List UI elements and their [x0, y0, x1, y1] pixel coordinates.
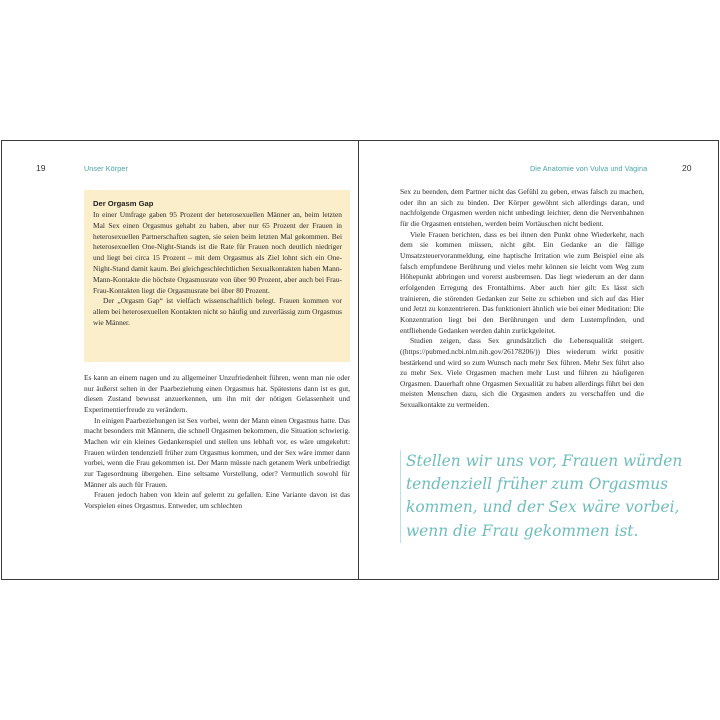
box-paragraph: Der „Orgasm Gap“ ist vielfach wissenschaftlich belegt. Frauen kommen vor allem bei heterosexuellen Kontakten nicht so häufig und zuverlässig zum Orgasmus wie Männer. — [93, 296, 342, 327]
paragraph: Es kann an einem nagen und zu allgemeiner Unzufriedenheit führen, wenn man nie oder nur äußerst selten in der Paarbeziehung einen Orgasmus hat. Spätestens dann ist es gut, diesen Zustand bewusst anzuerkennen, um ihn mit der nötigen Gelassenheit und Experimentierfreude zu verändern. — [84, 373, 350, 414]
right-body-text — [400, 187, 644, 411]
paragraph: Frauen jedoch haben von klein auf gelernt zu gefallen. Eine Variante davon ist das Vorspielen eines Orgasmus. Entweder, um schlechten — [84, 490, 350, 510]
paragraph: Sex zu beenden, dem Partner nicht das Gefühl zu geben, etwas falsch zu machen, oder ihn an sich zu binden. Der Körper gewöhnt sich allerdings daran, und nachfolgende Orgasmen werden nicht unbedingt leichter, denn die Nervenbahnen für die Orgasmen entstehen, werden beim Vortäuschen nicht bedient. — [400, 187, 644, 228]
box-title: Der Orgasm Gap — [93, 199, 154, 208]
pull-quote: Stellen wir uns vor, Frauen würden tendenziell früher zum Orgasmus kommen, und der Sex wäre vorbei, wenn die Frau gekommen ist. — [400, 450, 686, 543]
box-text — [93, 210, 342, 329]
orgasm-gap-box — [84, 190, 350, 362]
page-gutter — [358, 141, 359, 579]
box-paragraph: In einer Umfrage gaben 95 Prozent der heterosexuellen Männer an, beim letzten Mal Sex einen Orgasmus gehabt zu haben, aber nur 65 Prozent der Frauen in heterosexuellen Partnerschaften sagten, sie seien beim letzten Mal gekommen. Bei heterosexuellen One-Night-Stands ist die Rate für Frauen noch deutlich niedriger und liegt bei circa 15 Prozent – mit dem Orgasmus als Ziel lohnt sich ein One-Night-Stand damit kaum. Bei gleichgeschlechtlichen Sexualkontakten haben Mann-Mann-Kontakte die höchste Orgasmusrate von über 90 Prozent, aber auch bei Frau-Frau-Kontakten liegt die Orgasmusrate bei über 80 Prozent. — [93, 210, 342, 295]
paragraph: Studien zeigen, dass Sex grundsätzlich die Lebensqualität steigert. ((https://pubmed.ncbi.nlm.nih.gov/26178206/)) Dies wiederum wirkt positiv bestärkend und wird so zum Wunsch nach mehr Sex führen. Mehr Sex führt also zu mehr Sex. Viele Orgasmen machen mehr Lust und führen zu häufigeren Orgasmen. Dauerhaft ohne Orgasmen Sexualität zu haben allerdings führt bei den meisten Menschen dazu, sich die Orgasmen anders zu verschaffen und die Sexualkontakte zu vermeiden. — [400, 336, 644, 410]
paragraph: In einigen Paarbeziehungen ist Sex vorbei, wenn der Mann einen Orgasmus hatte. Das macht besonders mit Männern, die schnell Orgasmen bekommen, die Situation schwierig. Machen wir ein kleines Gedankenspiel und stellen uns lebhaft vor, es wäre umgekehrt: Frauen würden tendenziell früher zum Orgasmus kommen, und der Sex wäre immer dann vorbei, wenn die Frau gekommen ist. Der Mann müsste nach getanem Werk unbefriedigt zur Tagesordnung übergehen. Eine seltsame Vorstellung, oder? Vermutlich sowohl für Männer als auch für Frauen. — [84, 415, 350, 489]
left-running-head: Unser Körper — [84, 164, 128, 173]
right-running-head: Die Anatomie von Vulva und Vagina — [530, 164, 648, 173]
right-page-number: 20 — [682, 163, 692, 173]
paragraph: Viele Frauen berichten, dass es bei ihnen den Punkt ohne Wiederkehr, nach dem sie kommen müssen, nicht gibt. Ein Gedanke an die fällige Umsatzsteuervoranmeldung, eine haptische Irritation wie zum Beispiel eine als falsch empfundene Berührung und vieles mehr können sie leicht vom Weg zum Höhepunkt abbringen und vorerst ausbremsen. Das liegt wiederum an der dann erfolgenden Erregung des Frontalhirns. Aber auch hier gilt: Es lässt sich trainieren, die störenden Gedanken zur Seite zu schieben und sich auf das Hier und Jetzt zu konzentrieren. Das funktioniert ähnlich wie bei einer Meditation: Die Konzentration liegt bei den Berührungen und dem Lustempfinden, und entfliehende Gedanken werden dahin zurückgeleitet. — [400, 229, 644, 335]
left-page-number: 19 — [36, 163, 46, 173]
book-spread — [1, 140, 719, 580]
left-body-text — [84, 373, 350, 512]
